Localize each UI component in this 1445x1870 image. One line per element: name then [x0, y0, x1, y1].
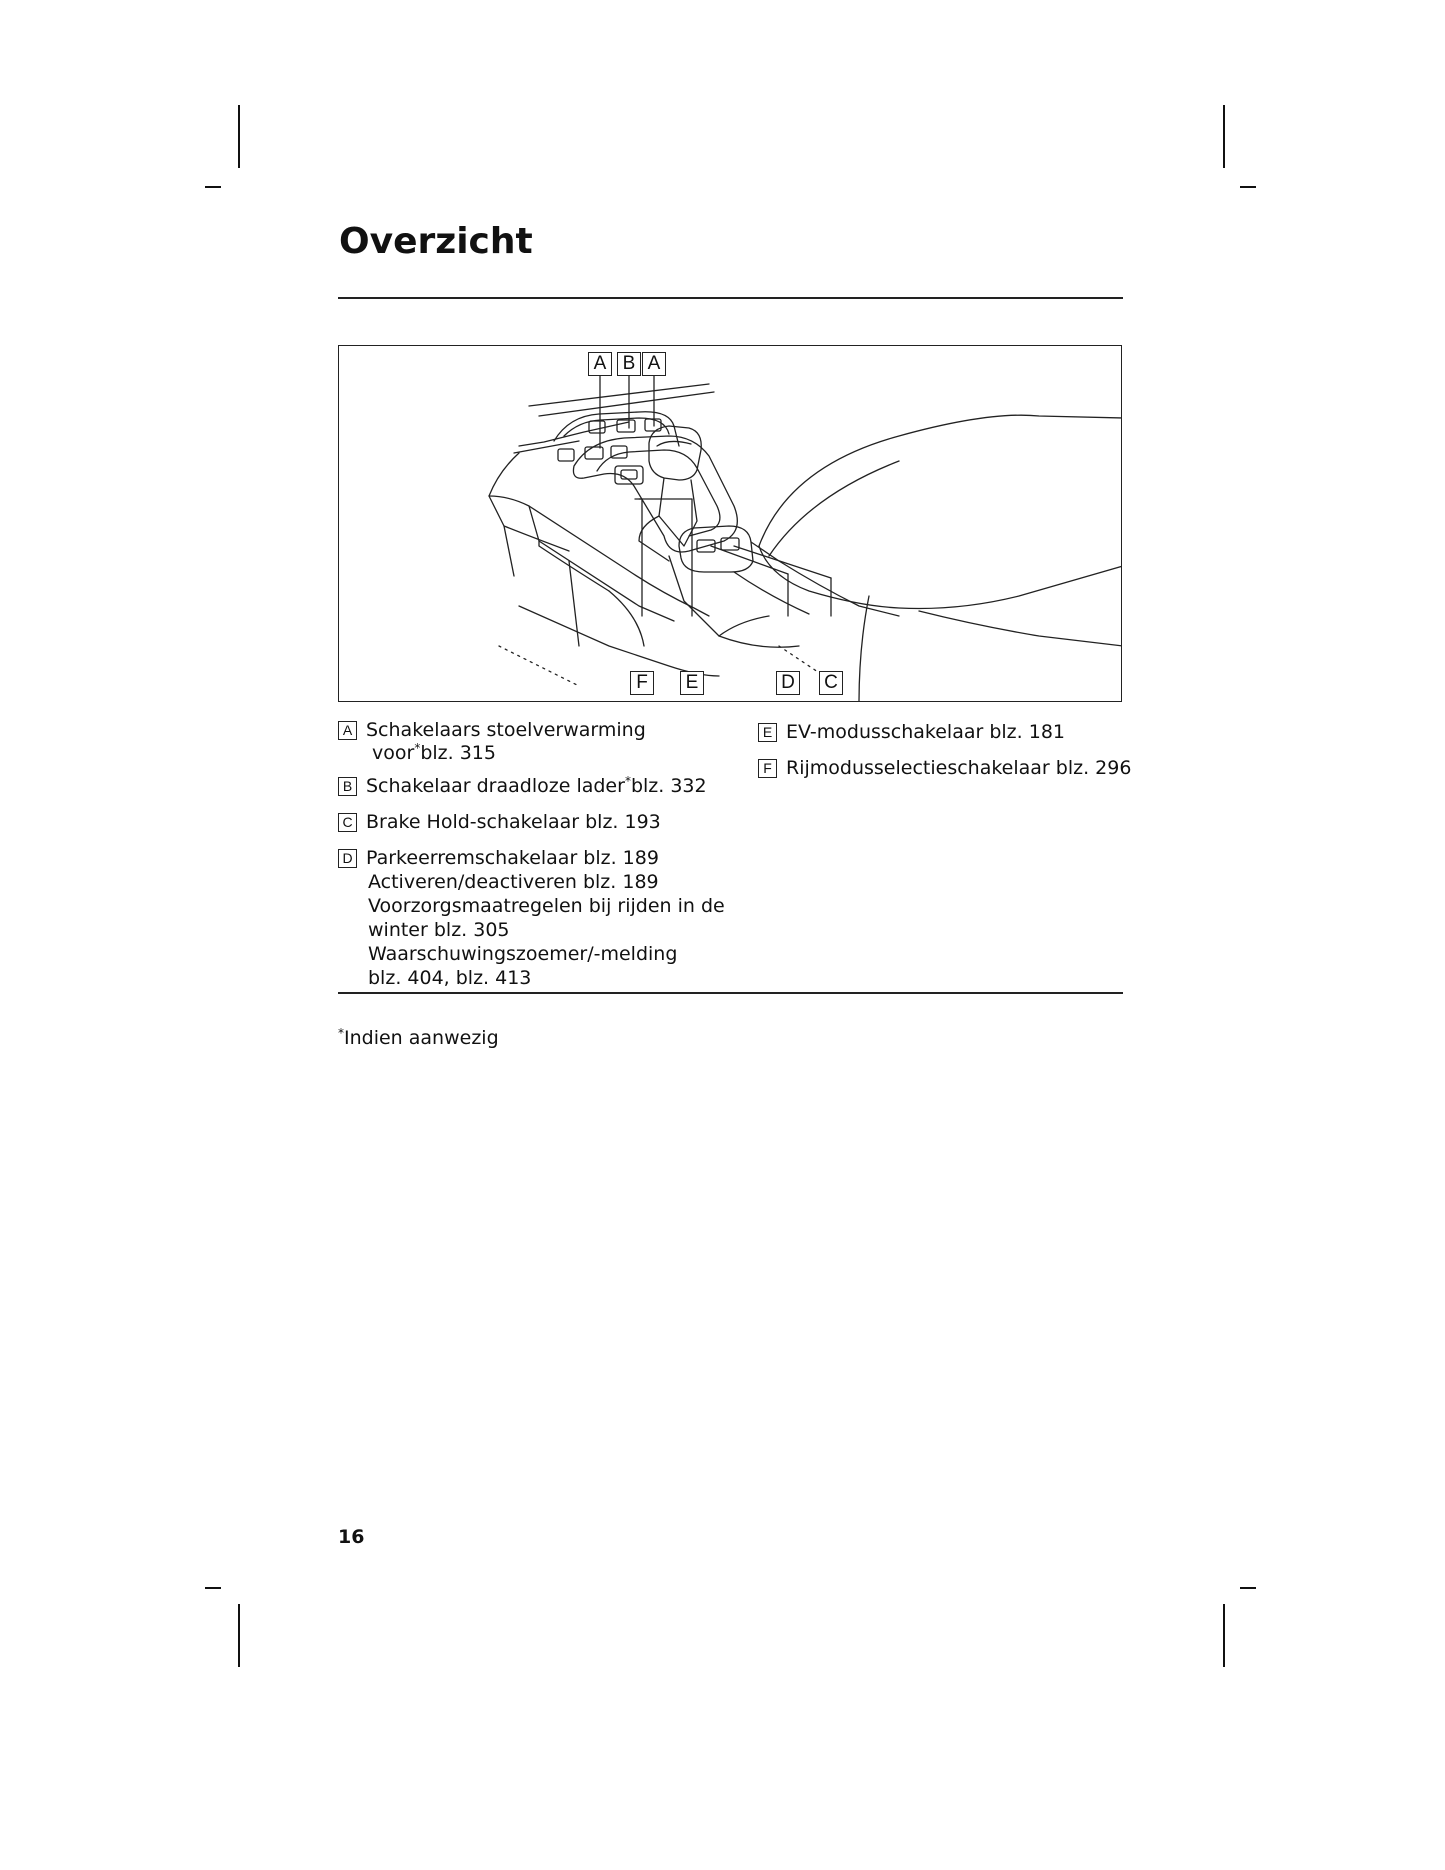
callout-label-f: F [630, 671, 654, 695]
footnote-marker: * [624, 774, 631, 788]
legend-subline: winter blz. 305 [368, 919, 510, 941]
callout-label-b: B [617, 352, 641, 376]
footnote-marker: * [414, 741, 421, 755]
legend-divider [338, 992, 1123, 994]
footnote [338, 1027, 499, 1049]
console-illustration [338, 345, 1122, 702]
legend-text: voor [372, 742, 415, 764]
footnote-marker: * [338, 1026, 344, 1040]
legend-item-f [758, 756, 1131, 780]
callout-label-a: A [588, 352, 612, 376]
legend-subline: Activeren/deactiveren blz. 189 [368, 871, 659, 893]
callout-label-d: D [776, 671, 800, 695]
legend-key: C [338, 813, 357, 832]
callout-label-e: E [680, 671, 704, 695]
footnote-text: Indien aanwezig [344, 1027, 499, 1049]
legend-key: A [338, 721, 357, 740]
legend-key: B [338, 777, 357, 796]
legend-subline: blz. 404, blz. 413 [368, 967, 532, 989]
legend-subline: Voorzorgsmaatregelen bij rijden in de [368, 895, 725, 917]
legend-key: D [338, 849, 357, 868]
crop-mark [1223, 1604, 1225, 1667]
crop-mark [205, 186, 221, 188]
legend-subline: Waarschuwingszoemer/-melding [368, 943, 678, 965]
legend-item-b [338, 774, 707, 798]
legend-text: Rijmodusselectieschakelaar blz. 296 [786, 757, 1132, 779]
legend-item-d [338, 846, 725, 990]
legend-text: Brake Hold-schakelaar blz. 193 [366, 811, 661, 833]
crop-mark [238, 105, 240, 168]
legend-page-ref: blz. 315 [420, 742, 496, 764]
callout-label-c: C [819, 671, 843, 695]
console-drawing [339, 346, 1122, 702]
legend-item-e [758, 720, 1065, 744]
title-divider [338, 297, 1123, 299]
crop-mark [1240, 186, 1256, 188]
callout-label-a: A [642, 352, 666, 376]
crop-mark [205, 1587, 221, 1589]
legend-text: Parkeerremschakelaar blz. 189 [366, 847, 659, 869]
legend-item-a [338, 718, 646, 765]
legend-text: Schakelaar draadloze lader [366, 775, 625, 797]
legend-key: E [758, 723, 777, 742]
legend-key: F [758, 759, 777, 778]
page-title: Overzicht [339, 221, 533, 262]
legend-page-ref: blz. 332 [630, 775, 707, 797]
crop-mark [238, 1604, 240, 1667]
legend-text: Schakelaars stoelverwarming [366, 719, 646, 741]
page-number: 16 [338, 1526, 365, 1548]
legend-text: EV-modusschakelaar blz. 181 [786, 721, 1065, 743]
crop-mark [1223, 105, 1225, 168]
crop-mark [1240, 1587, 1256, 1589]
legend-item-c [338, 810, 661, 834]
